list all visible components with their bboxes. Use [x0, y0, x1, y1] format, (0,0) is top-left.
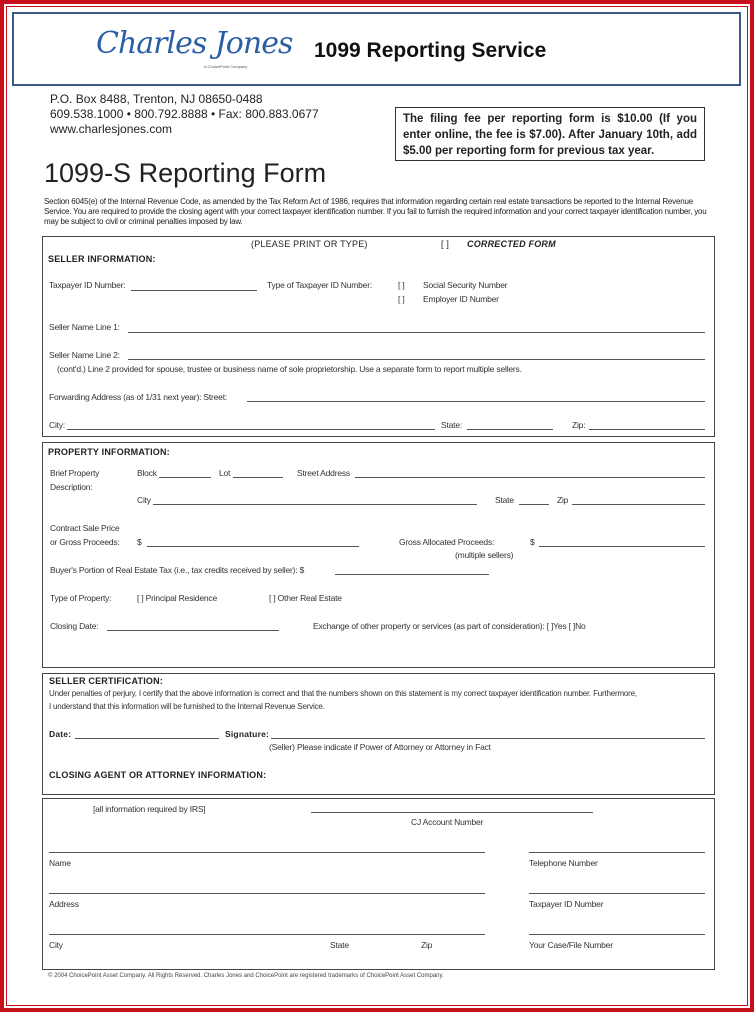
ssn-checkbox[interactable]: [ ]: [398, 280, 405, 290]
description-label: Description:: [50, 482, 93, 492]
buyer-tax-label: Buyer's Portion of Real Estate Tax (i.e., tax credits received by seller): $: [50, 565, 305, 575]
agent-phone-label: Telephone Number: [529, 858, 598, 868]
closing-date-label: Closing Date:: [50, 621, 99, 631]
agent-tin-field[interactable]: [529, 893, 705, 894]
exchange-label[interactable]: Exchange of other property or services (as part of consideration): [ ]Yes [ ]No: [313, 621, 586, 631]
property-type-label: Type of Property:: [50, 593, 112, 603]
lot-field[interactable]: [233, 477, 283, 478]
seller-heading: SELLER INFORMATION:: [48, 254, 156, 264]
copyright-footer: © 2004 ChoicePoint Asset Company. All Rights Reserved. Charles Jones and ChoicePoint are registered trademarks of ChoicePoint Asset Company.: [48, 973, 444, 979]
principal-residence-checkbox[interactable]: [ ] Principal Residence: [137, 593, 217, 603]
poa-note: (Seller) Please indicate if Power of Attorney or Attorney in Fact: [269, 742, 491, 752]
agent-state-label: State: [330, 940, 349, 950]
certification-text-2: I understand that this information will be furnished to the Internal Revenue Service.: [49, 702, 325, 711]
charles-jones-logo: Charles Jones: [96, 26, 293, 61]
header-box: [12, 12, 741, 86]
form-title: 1099-S Reporting Form: [44, 158, 327, 188]
address-line-2: 609.538.1000 • 800.792.8888 • Fax: 800.883.0677: [50, 107, 319, 121]
seller-name1-field[interactable]: [128, 332, 705, 333]
allocated-proceeds-field[interactable]: [539, 546, 705, 547]
block-field[interactable]: [159, 477, 211, 478]
agent-city-state-zip-field[interactable]: [49, 934, 485, 935]
agent-tin-label: Taxpayer ID Number: [529, 899, 604, 909]
forwarding-label: Forwarding Address (as of 1/31 next year): Street:: [49, 392, 228, 402]
seller-section: [42, 236, 715, 437]
property-state-label: State: [495, 495, 514, 505]
seller-name1-label: Seller Name Line 1:: [49, 322, 120, 332]
date-label: Date:: [49, 729, 72, 739]
agent-case-field[interactable]: [529, 934, 705, 935]
agent-phone-field[interactable]: [529, 852, 705, 853]
agent-section: [42, 798, 715, 970]
tin-label: Taxpayer ID Number:: [49, 280, 126, 290]
brief-property-label: Brief Property: [50, 468, 100, 478]
agent-city-label: City: [49, 940, 63, 950]
ssn-label: Social Security Number: [423, 280, 508, 290]
corrected-label: CORRECTED FORM: [467, 239, 556, 249]
property-city-label: City: [137, 495, 151, 505]
agent-name-label: Name: [49, 858, 71, 868]
website-link[interactable]: www.charlesjones.com: [50, 122, 173, 136]
property-section: [42, 442, 715, 668]
multiple-sellers-note: (multiple sellers): [455, 550, 514, 560]
agent-address-label: Address: [49, 899, 79, 909]
property-zip-field[interactable]: [572, 504, 705, 505]
address-line-1: P.O. Box 8488, Trenton, NJ 08650-0488: [50, 92, 263, 106]
irs-note: [all information required by IRS]: [93, 804, 206, 814]
ein-label: Employer ID Number: [423, 294, 499, 304]
other-real-estate-checkbox[interactable]: [ ] Other Real Estate: [269, 593, 342, 603]
certification-heading: SELLER CERTIFICATION:: [49, 676, 164, 686]
cj-account-field[interactable]: [311, 812, 593, 813]
lot-label: Lot: [219, 468, 231, 478]
allocated-proceeds-label: Gross Allocated Proceeds:: [399, 537, 495, 547]
print-note: (PLEASE PRINT OR TYPE): [251, 239, 368, 249]
agent-address-field[interactable]: [49, 893, 485, 894]
seller-zip-field[interactable]: [589, 429, 705, 430]
closing-agent-heading: CLOSING AGENT OR ATTORNEY INFORMATION:: [49, 770, 267, 780]
forwarding-street-field[interactable]: [247, 401, 705, 402]
seller-name2-label: Seller Name Line 2:: [49, 350, 120, 360]
closing-date-field[interactable]: [107, 630, 279, 631]
agent-name-field[interactable]: [49, 852, 485, 853]
signature-label: Signature:: [225, 729, 270, 739]
seller-zip-label: Zip:: [572, 420, 586, 430]
cj-account-label: CJ Account Number: [411, 817, 484, 827]
block-label: Block: [137, 468, 157, 478]
agent-zip-label: Zip: [421, 940, 433, 950]
allocated-dollar-sign: $: [530, 537, 535, 547]
intro-text: Section 6045(e) of the Internal Revenue Code, as amended by the Tax Reform Act of 1986, requires that information regarding certain real estate transactions be reported to the Internal Revenue Service. You are required to provide the closing agent with your correct taxpayer identification number. If you fail to furnish the required information and your correct taxpayer identification number, you may be subject to civil or criminal penalties imposed by law.: [44, 197, 707, 226]
contract-price-label: Contract Sale Price: [50, 523, 120, 533]
seller-name2-field[interactable]: [128, 359, 705, 360]
signature-field[interactable]: [271, 738, 705, 739]
gross-proceeds-field[interactable]: [147, 546, 359, 547]
street-address-field[interactable]: [355, 477, 705, 478]
gross-proceeds-label: or Gross Proceeds:: [50, 537, 120, 547]
agent-case-label: Your Case/File Number: [529, 940, 613, 950]
property-state-field[interactable]: [519, 504, 549, 505]
seller-state-label: State:: [441, 420, 463, 430]
seller-city-label: City:: [49, 420, 66, 430]
certification-text-1: Under penalties of perjury, I certify that the above information is correct and that the numbers shown on this statement is my correct taxpayer identification number. Furthermore,: [49, 689, 637, 698]
corrected-checkbox[interactable]: [ ]: [441, 239, 450, 249]
property-city-field[interactable]: [153, 504, 477, 505]
fee-notice: The filing fee per reporting form is $10.00 (If you enter online, the fee is $7.00). After January 10th, add $5.00 per reporting form for previous tax year.: [395, 107, 705, 161]
property-heading: PROPERTY INFORMATION:: [48, 447, 170, 457]
logo-subtitle: A ChoicePoint Company: [204, 64, 248, 69]
seller-city-field[interactable]: [67, 429, 435, 430]
buyer-tax-field[interactable]: [335, 574, 489, 575]
ein-checkbox[interactable]: [ ]: [398, 294, 405, 304]
gross-dollar-sign: $: [137, 537, 142, 547]
certification-section: [42, 673, 715, 795]
seller-name2-note: (cont'd.) Line 2 provided for spouse, trustee or business name of sole proprietorship. Use a separate form to report multiple sellers.: [57, 364, 522, 374]
header-title: 1099 Reporting Service: [314, 39, 547, 62]
street-address-label: Street Address: [297, 468, 350, 478]
seller-state-field[interactable]: [467, 429, 553, 430]
tin-field[interactable]: [131, 290, 257, 291]
date-field[interactable]: [75, 738, 219, 739]
tin-type-label: Type of Taxpayer ID Number:: [267, 280, 372, 290]
property-zip-label: Zip: [557, 495, 569, 505]
